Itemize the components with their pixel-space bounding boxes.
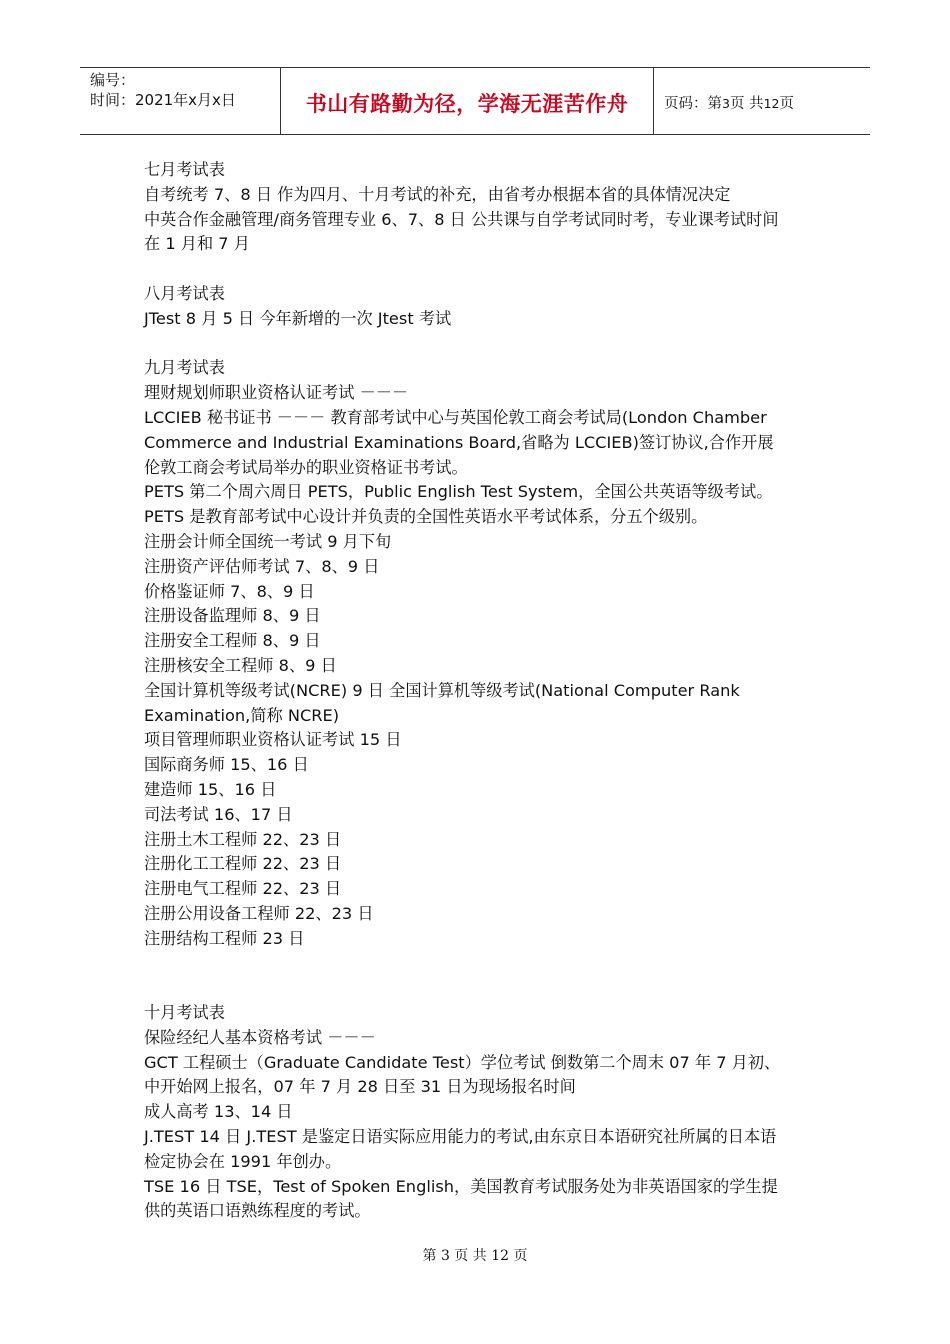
text-line: 注册公用设备工程师 22、23 日 bbox=[144, 903, 374, 923]
date-label: 时间：2021年x月x日 bbox=[90, 91, 236, 109]
text-line: PETS 是教育部考试中心设计并负责的全国性英语水平考试体系，分五个级别。 bbox=[144, 507, 708, 527]
text-line: 注册核安全工程师 8、9 日 bbox=[144, 655, 337, 675]
blank-line bbox=[144, 257, 814, 282]
serial-label: 编号： bbox=[90, 71, 136, 89]
section-title-september: 九月考试表 bbox=[144, 358, 225, 378]
page-mid: 页 共 bbox=[729, 96, 764, 112]
section-title-august: 八月考试表 bbox=[144, 283, 225, 303]
blank-line bbox=[144, 952, 814, 1002]
text-line: GCT 工程硕士（Graduate Candidate Test）学位考试 倒数第二个周末 07 年 7 月初、 bbox=[144, 1052, 781, 1072]
text-line: Examination,简称 NCRE) bbox=[144, 705, 340, 725]
text-line: 项目管理师职业资格认证考试 15 日 bbox=[144, 730, 402, 750]
text-line: Commerce and Industrial Examinations Board,省略为 LCCIEB)签订协议,合作开展 bbox=[144, 432, 774, 452]
text-line: 司法考试 16、17 日 bbox=[144, 804, 293, 824]
page-number bbox=[664, 94, 794, 114]
text-line: 全国计算机等级考试(NCRE) 9 日 全国计算机等级考试(National Computer Rank bbox=[144, 680, 740, 700]
text-line: 检定协会在 1991 年创办。 bbox=[144, 1151, 342, 1171]
text-line: 注册电气工程师 22、23 日 bbox=[144, 879, 342, 899]
page-prefix: 页码：第 bbox=[664, 96, 722, 112]
page-footer: 第 3 页 共 12 页 bbox=[422, 1248, 528, 1264]
text-line: PETS 第二个周六周日 PETS，Public English Test System，全国公共英语等级考试。 bbox=[144, 482, 773, 502]
text-line: 注册结构工程师 23 日 bbox=[144, 928, 305, 948]
text-line: 在 1 月和 7 月 bbox=[144, 234, 250, 254]
text-line: 理财规划师职业资格认证考试 －－－ bbox=[144, 383, 409, 403]
text-line: 成人高考 13、14 日 bbox=[144, 1102, 293, 1122]
text-line: 注册会计师全国统一考试 9 月下旬 bbox=[144, 531, 392, 551]
text-line: J.TEST 14 日 J.TEST 是鉴定日语实际应用能力的考试,由东京日本语研究社所属的日本语 bbox=[144, 1127, 777, 1147]
text-line: 中英合作金融管理/商务管理专业 6、7、8 日 公共课与自学考试同时考，专业课考试时间 bbox=[144, 209, 779, 229]
motto: 书山有路勤为径，学海无涯苦作舟 bbox=[305, 91, 629, 116]
header-page-cell bbox=[654, 68, 870, 134]
section-title-october: 十月考试表 bbox=[144, 1003, 225, 1023]
text-line: LCCIEB 秘书证书 －－－ 教育部考试中心与英国伦敦工商会考试局(London Chamber bbox=[144, 407, 767, 427]
text-line: 价格鉴证师 7、8、9 日 bbox=[144, 581, 315, 601]
section-title-july: 七月考试表 bbox=[144, 160, 225, 179]
text-line: TSE 16 日 TSE，Test of Spoken English，美国教育考试服务处为非英语国家的学生提 bbox=[144, 1176, 778, 1196]
text-line: 注册化工工程师 22、23 日 bbox=[144, 854, 342, 874]
header-motto-cell bbox=[281, 68, 654, 134]
text-line: 注册土木工程师 22、23 日 bbox=[144, 829, 342, 849]
page-header bbox=[80, 67, 870, 135]
text-line: 中开始网上报名，07 年 7 月 28 日至 31 日为现场报名时间 bbox=[144, 1077, 576, 1097]
text-line: 建造师 15、16 日 bbox=[144, 779, 277, 799]
text-line: 保险经纪人基本资格考试 －－－ bbox=[144, 1027, 376, 1047]
document-body bbox=[144, 158, 814, 1224]
header-meta-cell bbox=[80, 68, 281, 134]
text-line: 注册资产评估师考试 7、8、9 日 bbox=[144, 556, 380, 576]
text-line: 自考统考 7、8 日 作为四月、十月考试的补充，由省考办根据本省的具体情况决定 bbox=[144, 184, 731, 204]
text-line: 国际商务师 15、16 日 bbox=[144, 755, 309, 775]
text-line: 注册安全工程师 8、9 日 bbox=[144, 631, 321, 651]
blank-line bbox=[144, 332, 814, 357]
text-line: JTest 8 月 5 日 今年新增的一次 Jtest 考试 bbox=[144, 308, 452, 328]
page-total: 12 bbox=[763, 96, 780, 111]
text-line: 伦敦工商会考试局举办的职业资格证书考试。 bbox=[144, 457, 468, 477]
text-line: 供的英语口语熟练程度的考试。 bbox=[144, 1201, 371, 1221]
text-line: 注册设备监理师 8、9 日 bbox=[144, 606, 321, 626]
page-suffix: 页 bbox=[779, 96, 794, 112]
page-current: 3 bbox=[722, 96, 730, 111]
